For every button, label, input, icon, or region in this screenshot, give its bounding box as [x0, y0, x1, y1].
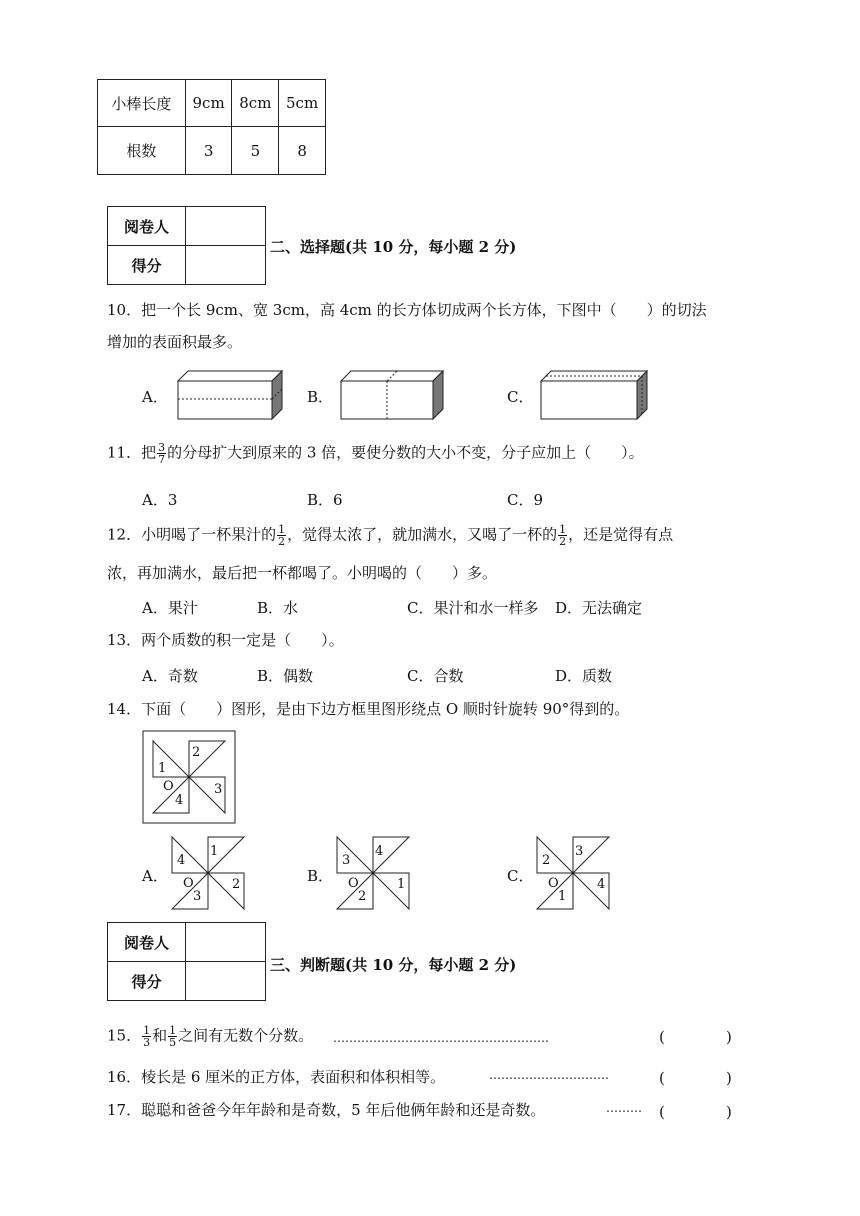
pinwheel-option-a [170, 835, 246, 911]
option-c: C．合数 [407, 667, 464, 685]
pinwheel-number: 2 [232, 877, 241, 892]
option-label: C． [507, 388, 534, 406]
option-b: B．6 [307, 491, 343, 509]
option-d: D．无法确定 [555, 599, 643, 617]
reviewer-label: 阅卷人 [108, 207, 186, 246]
table-cell: 8 [279, 127, 326, 175]
score-field [186, 246, 266, 285]
answer-bracket-open[interactable]: ( [659, 1028, 665, 1046]
option-label: A． [142, 388, 168, 406]
question-10-line1: 10．把一个长 9cm、宽 3cm，高 4cm 的长方体切成两个长方体，下图中（ ）的切法 [107, 301, 707, 319]
fraction: $\frac{3}{7}$ [158, 441, 166, 466]
question-14: 14．下面（ ）图形，是由下边方框里图形绕点 O 顺时针旋转 90°得到的。 [107, 700, 630, 718]
answer-bracket-close: ) [726, 1028, 732, 1046]
reviewer-label: 阅卷人 [108, 923, 186, 962]
option-label: C． [507, 867, 534, 885]
question-13: 13．两个质数的积一定是（ ）。 [107, 631, 344, 649]
question-12-text: ，还是觉得有点 [568, 525, 674, 544]
option-a: A．3 [142, 491, 178, 509]
option-label: B． [307, 867, 334, 885]
pinwheel-number: 4 [177, 853, 186, 868]
option-b: B．偶数 [257, 667, 314, 685]
option-a: A．果汁 [142, 599, 198, 617]
fraction: $\frac{1}{5}$ [169, 1024, 177, 1049]
option-c: C．果汁和水一样多 [407, 599, 539, 617]
center-o-label: O [163, 779, 174, 794]
leader-dots: ……… [606, 1101, 642, 1115]
pinwheel-number: 4 [375, 844, 384, 859]
pinwheel-number: 4 [175, 793, 184, 808]
question-12-text: ，觉得太浓了，就加满水，又喝了一杯的 [287, 525, 558, 544]
option-label: A． [142, 867, 168, 885]
pinwheel-number: 1 [210, 844, 219, 859]
answer-bracket-open[interactable]: ( [659, 1069, 665, 1087]
table-cell: 3 [185, 127, 232, 175]
stick-length-table [97, 79, 326, 175]
option-d: D．质数 [555, 667, 613, 685]
question-11-suffix: 的分母扩大到原来的 3 倍，要使分数的大小不变，分子应加上（ ）。 [167, 443, 644, 462]
section-title: 三、判断题(共 10 分，每小题 2 分) [270, 956, 517, 974]
pinwheel-option-c [535, 835, 611, 911]
section-title: 二、选择题(共 10 分，每小题 2 分) [270, 238, 517, 256]
table-cell: 8cm [232, 80, 279, 127]
fraction: $\frac{1}{2}$ [559, 523, 567, 548]
cuboid-cut-b [339, 369, 447, 421]
answer-bracket-close: ) [726, 1103, 732, 1121]
pinwheel-number: 2 [192, 745, 201, 760]
table-cell: 5 [232, 127, 279, 175]
score-field [186, 962, 266, 1001]
score-label: 得分 [108, 962, 186, 1001]
question-11-prefix: 11．把 [107, 443, 157, 462]
pinwheel-number: 2 [542, 853, 551, 868]
option-b: B．水 [257, 599, 299, 617]
question-17: 17．聪聪和爸爸今年年龄和是奇数，5 年后他俩年龄和还是奇数。 [107, 1101, 546, 1119]
pinwheel-number: 1 [397, 877, 406, 892]
cuboid-cut-c [539, 369, 651, 421]
fraction: $\frac{1}{3}$ [143, 1024, 151, 1049]
fraction: $\frac{1}{2}$ [278, 523, 286, 548]
pinwheel-option-b [335, 835, 411, 911]
cuboid-cut-a [176, 369, 286, 421]
score-box [107, 922, 266, 1001]
question-12-line2: 浓，再加满水，最后把一杯都喝了。小明喝的（ ）多。 [107, 564, 498, 582]
pinwheel-number: 3 [342, 853, 351, 868]
question-10-line2: 增加的表面积最多。 [107, 333, 243, 351]
question-12-text: 12．小明喝了一杯果汁的 [107, 525, 277, 544]
answer-bracket-open[interactable]: ( [659, 1103, 665, 1121]
option-c: C．9 [507, 491, 544, 509]
table-cell: 小棒长度 [98, 80, 186, 127]
center-o-label: O [348, 876, 359, 891]
reviewer-field [186, 207, 266, 246]
question-11 [107, 442, 644, 465]
score-box [107, 206, 266, 285]
question-16: 16．棱长是 6 厘米的正方体，表面积和体积相等。 [107, 1068, 446, 1086]
pinwheel-number: 3 [214, 782, 223, 797]
pinwheel-number: 3 [575, 844, 584, 859]
pinwheel-number: 4 [597, 877, 606, 892]
answer-bracket-close: ) [726, 1069, 732, 1087]
question-12-line1 [107, 524, 673, 547]
question-15: 15． $\frac{1}{3}$ 和 $\frac{1}{5}$ 之间有无数个分数。 [107, 1024, 314, 1049]
leader-dots: ………………………… [489, 1068, 609, 1082]
pinwheel-number: 2 [358, 889, 367, 904]
reviewer-field [186, 923, 266, 962]
table-cell: 根数 [98, 127, 186, 175]
pinwheel-number: 1 [558, 889, 567, 904]
center-o-label: O [183, 876, 194, 891]
leader-dots: ……………………………………………… [333, 1031, 549, 1045]
table-cell: 9cm [185, 80, 232, 127]
option-a: A．奇数 [142, 667, 198, 685]
score-label: 得分 [108, 246, 186, 285]
pinwheel-number: 3 [193, 889, 202, 904]
table-cell: 5cm [279, 80, 326, 127]
pinwheel-original [142, 730, 236, 824]
option-label: B． [307, 388, 334, 406]
pinwheel-number: 1 [158, 761, 167, 776]
center-o-label: O [548, 876, 559, 891]
